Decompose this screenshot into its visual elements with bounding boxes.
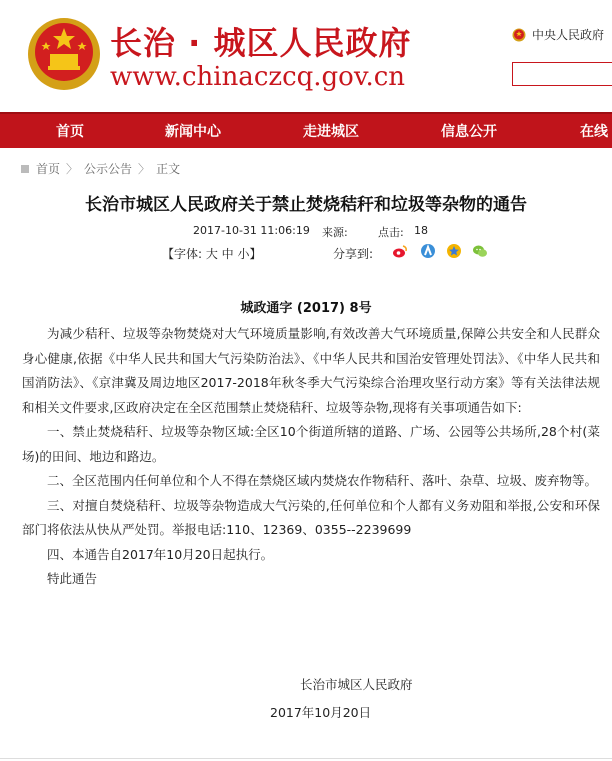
breadcrumb-separator: 〉	[138, 162, 151, 176]
site-url[interactable]: www.chinaczcq.gov.cn	[110, 62, 406, 92]
site-title: 长治 · 城区人民政府	[110, 24, 412, 62]
clicks-label: 点击:	[378, 226, 404, 239]
nav-item-info[interactable]: 信息公开	[441, 124, 497, 140]
breadcrumb-separator: 〉	[66, 162, 79, 176]
paragraph: 四、本通告自2017年10月20日起执行。	[47, 546, 274, 562]
signer: 长治市城区人民政府	[300, 677, 413, 692]
document-number: 城政通字 (2017) 8号	[240, 301, 372, 316]
clicks-value: 18	[414, 224, 428, 237]
sign-date: 2017年10月20日	[270, 705, 372, 720]
weibo-icon[interactable]	[392, 243, 408, 259]
qzone-icon[interactable]	[446, 243, 462, 259]
font-size-switcher[interactable]: 【字体: 大 中 小】	[162, 247, 262, 261]
header	[0, 0, 612, 112]
nav-item-news[interactable]: 新闻中心	[165, 124, 221, 140]
nav-item-online[interactable]: 在线	[580, 124, 608, 140]
main-nav	[0, 112, 612, 148]
paragraph: 一、禁止焚烧秸秆、垃圾等杂物区域:全区10个街道所辖的道路、广场、公园等公共场所,28个村(菜场)的田间、地边和路边。	[22, 424, 600, 464]
nav-item-home[interactable]: 首页	[56, 124, 84, 140]
home-icon	[20, 164, 30, 174]
search-input[interactable]	[512, 62, 612, 86]
mini-emblem-icon	[512, 28, 526, 42]
share-label: 分享到:	[333, 247, 374, 261]
breadcrumb-notices[interactable]: 公示公告	[84, 162, 133, 176]
nav-item-about[interactable]: 走进城区	[303, 124, 359, 140]
national-emblem-icon	[26, 16, 102, 92]
wechat-icon[interactable]	[472, 243, 488, 259]
paragraph: 为减少秸秆、垃圾等杂物焚烧对大气环境质量影响,有效改善大气环境质量,保障公共安全和人民群众身心健康,依据《中华人民共和国大气污染防治法》、《中华人民共和国治安管理处罚法》、《中华人民共和国消防法》、《京津冀及周边地区2017-2018年秋冬季大气污染综合治理攻坚行动方案》等有关法律法规和相关文件要求,区政府决定在全区范围禁止焚烧秸秆、垃圾等杂物,现将有关事项通告如下:	[22, 326, 600, 415]
breadcrumb	[20, 160, 180, 177]
gov-portal-link[interactable]	[512, 26, 604, 43]
paragraph: 三、对擅自焚烧秸秆、垃圾等杂物造成大气污染的,任何单位和个人都有义务劝阻和举报,公安和环保部门将依法从快从严处罚。举报电话:110、12369、0355--2239699	[22, 497, 600, 537]
paragraph: 二、全区范围内任何单位和个人不得在禁烧区域内焚烧农作物秸秆、落叶、杂草、垃圾、废弃物等。	[47, 473, 598, 488]
tencent-weibo-icon[interactable]	[420, 243, 436, 259]
divider	[0, 758, 612, 759]
article-body	[22, 322, 600, 592]
page-title: 长治市城区人民政府关于禁止焚烧秸秆和垃圾等杂物的通告	[85, 195, 527, 215]
source-label: 来源:	[322, 226, 348, 239]
gov-portal-label: 中央人民政府	[532, 28, 605, 42]
paragraph: 特此通告	[47, 571, 98, 586]
breadcrumb-current: 正文	[156, 162, 181, 176]
publish-datetime: 2017-10-31 11:06:19	[193, 224, 310, 237]
breadcrumb-home[interactable]: 首页	[36, 162, 61, 176]
